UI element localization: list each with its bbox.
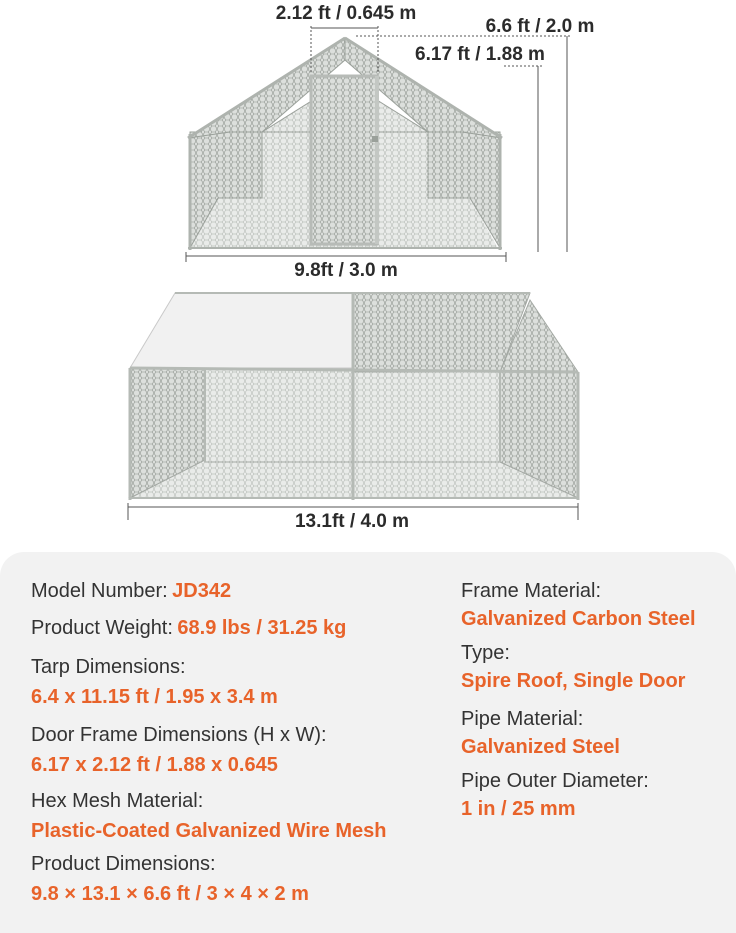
side-view-coop: [128, 293, 578, 500]
side-height-label: 6.17 ft / 1.88 m: [415, 44, 545, 65]
width-label: 9.8ft / 3.0 m: [294, 260, 398, 281]
spec-model-number: [31, 578, 231, 604]
spec-label: Door Frame Dimensions (H x W):: [31, 724, 327, 746]
spec-hex-mesh-material: [31, 788, 386, 844]
spec-value: 68.9 lbs / 31.25 kg: [177, 617, 347, 639]
spec-product-weight: [31, 615, 346, 641]
spec-value: 1 in / 25 mm: [461, 798, 576, 820]
spec-product-dimensions: [31, 851, 309, 907]
spec-label: Pipe Outer Diameter:: [461, 770, 649, 792]
spec-label: Type:: [461, 642, 510, 664]
front-view-coop: [188, 38, 502, 250]
spec-value: 6.4 x 11.15 ft / 1.95 x 3.4 m: [31, 686, 278, 708]
spec-value: Galvanized Carbon Steel: [461, 608, 696, 630]
spec-label: Tarp Dimensions:: [31, 656, 186, 678]
total-height-label: 6.6 ft / 2.0 m: [485, 16, 595, 37]
spec-value: JD342: [172, 580, 232, 602]
spec-label: Product Weight:: [31, 617, 173, 639]
spec-door-frame-dimensions: [31, 722, 327, 778]
spec-type: [461, 640, 685, 694]
spec-pipe-material: [461, 706, 620, 760]
spec-tarp-dimensions: [31, 654, 278, 710]
spec-value: 6.17 x 2.12 ft / 1.88 x 0.645: [31, 754, 278, 776]
specifications-panel: [0, 552, 736, 933]
spec-pipe-outer-diameter: [461, 768, 649, 822]
spec-label: Product Dimensions:: [31, 853, 216, 875]
spec-value: Spire Roof, Single Door: [461, 670, 686, 692]
spec-frame-material: [461, 578, 696, 632]
length-label: 13.1ft / 4.0 m: [294, 511, 410, 532]
spec-label: Model Number:: [31, 580, 168, 602]
spec-label: Hex Mesh Material:: [31, 790, 204, 812]
spec-value: Galvanized Steel: [461, 736, 620, 758]
door-width-label: 2.12 ft / 0.645 m: [275, 3, 417, 24]
spec-label: Frame Material:: [461, 580, 602, 602]
spec-value: Plastic-Coated Galvanized Wire Mesh: [31, 820, 387, 842]
spec-value: 9.8 × 13.1 × 6.6 ft / 3 × 4 × 2 m: [31, 883, 309, 905]
spec-label: Pipe Material:: [461, 708, 584, 730]
